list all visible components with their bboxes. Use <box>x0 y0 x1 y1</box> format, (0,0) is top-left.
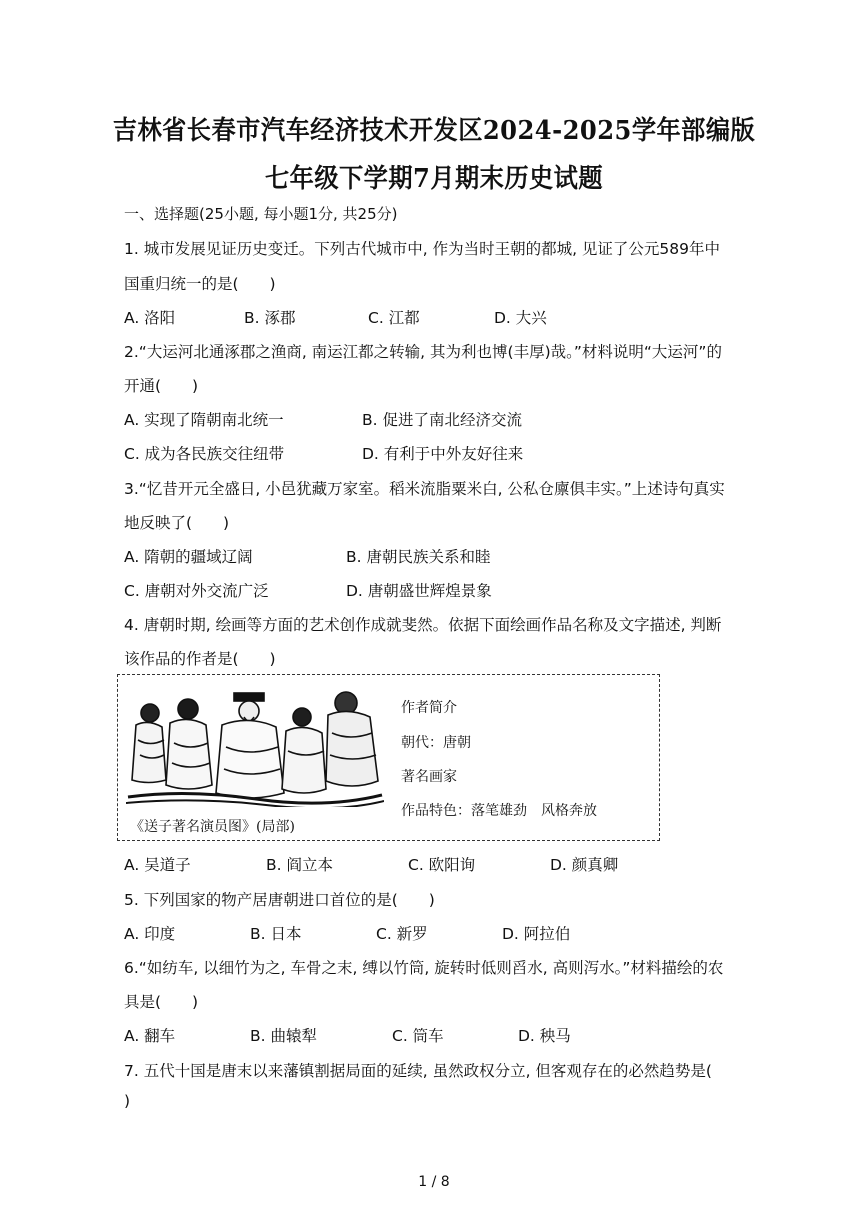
exam-title-line2: 七年级下学期7月期末历史试题 <box>264 164 604 194</box>
q6-option-d: D. 秧马 <box>518 1027 571 1045</box>
q3-option-b: B. 唐朝民族关系和睦 <box>346 548 491 566</box>
q4-stem-line1: 4. 唐朝时期, 绘画等方面的艺术创作成就斐然。依据下面绘画作品名称及文字描述, 判断 <box>124 616 722 634</box>
q2-option-b: B. 促进了南北经济交流 <box>362 411 522 429</box>
q5-option-d: D. 阿拉伯 <box>502 925 571 943</box>
author-dynasty: 朝代：唐朝 <box>401 735 471 751</box>
q3-stem-line1: 3.“忆昔开元全盛日, 小邑犹藏万家室。稻米流脂粟米白, 公私仓廪俱丰实。”上述诗句真实 <box>124 480 725 498</box>
q1-option-c: C. 江都 <box>368 309 420 327</box>
q4-option-d: D. 颜真卿 <box>550 856 619 874</box>
painting-image <box>126 685 384 807</box>
q1-stem-line2: 国重归统一的是( ) <box>124 275 276 293</box>
q1-stem-line1: 1. 城市发展见证历史变迁。下列古代城市中, 作为当时王朝的都城, 见证了公元589年中 <box>124 240 721 258</box>
q4-option-c: C. 欧阳询 <box>408 856 476 874</box>
section-heading: 一、选择题(25小题, 每小题1分, 共25分) <box>124 205 398 223</box>
q2-option-c: C. 成为各民族交往纽带 <box>124 445 285 463</box>
q3-option-c: C. 唐朝对外交流广泛 <box>124 582 269 600</box>
author-profession: 著名画家 <box>401 769 457 785</box>
q1-option-a: A. 洛阳 <box>124 309 176 327</box>
page-number: 1 / 8 <box>418 1174 450 1190</box>
q2-stem-line1: 2.“大运河北通涿郡之渔商, 南运江都之转输, 其为利也博(丰厚)哉。”材料说明“大运河”的 <box>124 343 722 361</box>
q4-stem-line2: 该作品的作者是( ) <box>124 650 276 668</box>
q6-option-c: C. 筒车 <box>392 1027 444 1045</box>
q7-stem-line1: 7. 五代十国是唐末以来藩镇割据局面的延续, 虽然政权分立, 但客观存在的必然趋势是( <box>124 1062 712 1080</box>
q7-stem-line2: ) <box>124 1092 131 1110</box>
q3-stem-line2: 地反映了( ) <box>124 514 230 532</box>
q5-option-c: C. 新罗 <box>376 925 428 943</box>
q5-option-a: A. 印度 <box>124 925 176 943</box>
q4-option-b: B. 阎立本 <box>266 856 333 874</box>
q6-option-a: A. 翻车 <box>124 1027 176 1045</box>
q3-option-d: D. 唐朝盛世辉煌景象 <box>346 582 492 600</box>
artwork-features: 作品特色：落笔雄劲 风格奔放 <box>401 803 597 819</box>
q2-stem-line2: 开通( ) <box>124 377 199 395</box>
painting-figure-box <box>117 674 660 841</box>
q2-option-a: A. 实现了隋朝南北统一 <box>124 411 284 429</box>
q1-option-d: D. 大兴 <box>494 309 547 327</box>
q6-stem-line1: 6.“如纺车, 以细竹为之, 车骨之末, 缚以竹筒, 旋转时低则舀水, 高则泻水。”材料描绘的农 <box>124 959 724 977</box>
q3-option-a: A. 隋朝的疆域辽阔 <box>124 548 253 566</box>
q6-stem-line2: 具是( ) <box>124 993 199 1011</box>
painting-caption: 《送子著名演员图》(局部) <box>130 819 295 835</box>
q5-stem-line1: 5. 下列国家的物产居唐朝进口首位的是( ) <box>124 891 435 909</box>
q4-option-a: A. 吴道子 <box>124 856 191 874</box>
q1-option-b: B. 涿郡 <box>244 309 296 327</box>
author-intro-heading: 作者简介 <box>401 700 457 716</box>
q5-option-b: B. 日本 <box>250 925 302 943</box>
q2-option-d: D. 有利于中外友好往来 <box>362 445 524 463</box>
exam-title-line1: 吉林省长春市汽车经济技术开发区2024-2025学年部编版 <box>112 116 756 146</box>
q6-option-b: B. 曲辕犁 <box>250 1027 317 1045</box>
